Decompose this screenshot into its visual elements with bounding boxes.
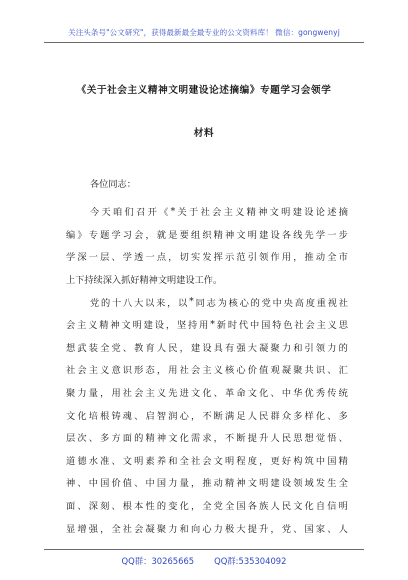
body-line: 神 、 中 国 价 值 、 中 国 力 量 ， 推 动 精 神 文 明 建 设 领 域 发 生 全	[66, 478, 348, 490]
body-line: 文 化 培 根 铸 魂 、 启 智 润 心 ， 不 断 满 足 人 民 群 众 多 样 化 、 多	[66, 410, 348, 422]
body-line: 面 、 深 刻 、 根 本 性 的 变 化 ， 全 党 全 国 各 族 人 民 文 化 自 信 明	[66, 501, 348, 513]
document-title: 《关于社会主义精神文明建设论述摘编》专题学习会领学	[76, 85, 332, 96]
header-divider	[44, 42, 364, 43]
document-title-continuation: 材料	[193, 128, 215, 139]
body-line: 社 会 主 义 意 识 形 态 ， 用 社 会 主 义 核 心 价 值 观 凝 聚 共 识 、 汇	[66, 365, 348, 377]
body-line: 会 主 义 精 神 文 明 建 设 ， 坚 持 用 * 新 时 代 中 国 特 色 社 会 主 义 思	[66, 318, 348, 332]
body-line: 显 增 强 ， 全 社 会 凝 聚 力 和 向 心 力 极 大 提 升 ， 党 、 国 家 、 人	[66, 523, 348, 535]
body-text	[66, 200, 348, 539]
body-line: 道 德 水 准 、 文 明 素 养 和 全 社 会 文 明 程 度 ， 更 好 构 筑 中 国 精	[66, 455, 348, 467]
body-line: 编 》 专 题 学 习 会 ， 就 是 要 组 织 精 神 文 明 建 设 各 线 先 学 一 步	[66, 229, 348, 241]
header-banner: 关注头条号"公文研究"，获得最新最全最专业的公文资料库！ 微信：gongwenyj	[68, 28, 340, 37]
body-line: 学 深 一 层 、 学 透 一 点 ， 切 实 发 挥 示 范 引 领 作 用 ， 推 动 全 市	[66, 252, 348, 264]
body-line: 今 天 咱 们 召 开 《 * 关 于 社 会 主 义 精 神 文 明 建 设 论 述 摘	[90, 205, 348, 219]
footer-contacts	[0, 555, 408, 567]
footer-qq-group-1: QQ群：30265665	[121, 556, 195, 566]
body-line: 想 武 装 全 党 、 教 育 人 民 ， 建 设 具 有 强 大 凝 聚 力 和 引 领 力 的	[66, 342, 348, 354]
footer-divider	[44, 549, 364, 550]
body-line: 上下持续深入抓好精神文明建设工作。	[66, 275, 223, 287]
body-line: 层 次 、 多 方 面 的 精 神 文 化 需 求 ， 不 断 提 升 人 民 思 想 觉 悟 、	[66, 433, 348, 445]
footer-qq-group-2: QQ群:535304092	[214, 556, 287, 566]
body-line: 聚 力 量 ， 用 社 会 主 义 先 进 文 化 、 革 命 文 化 、 中 华 优 秀 传 统	[66, 388, 348, 400]
salutation: 各位同志：	[90, 179, 136, 190]
body-line: 党 的 十 八 大 以 来 ， 以 * 同 志 为 核 心 的 党 中 央 高 度 重 视 社	[90, 296, 348, 309]
